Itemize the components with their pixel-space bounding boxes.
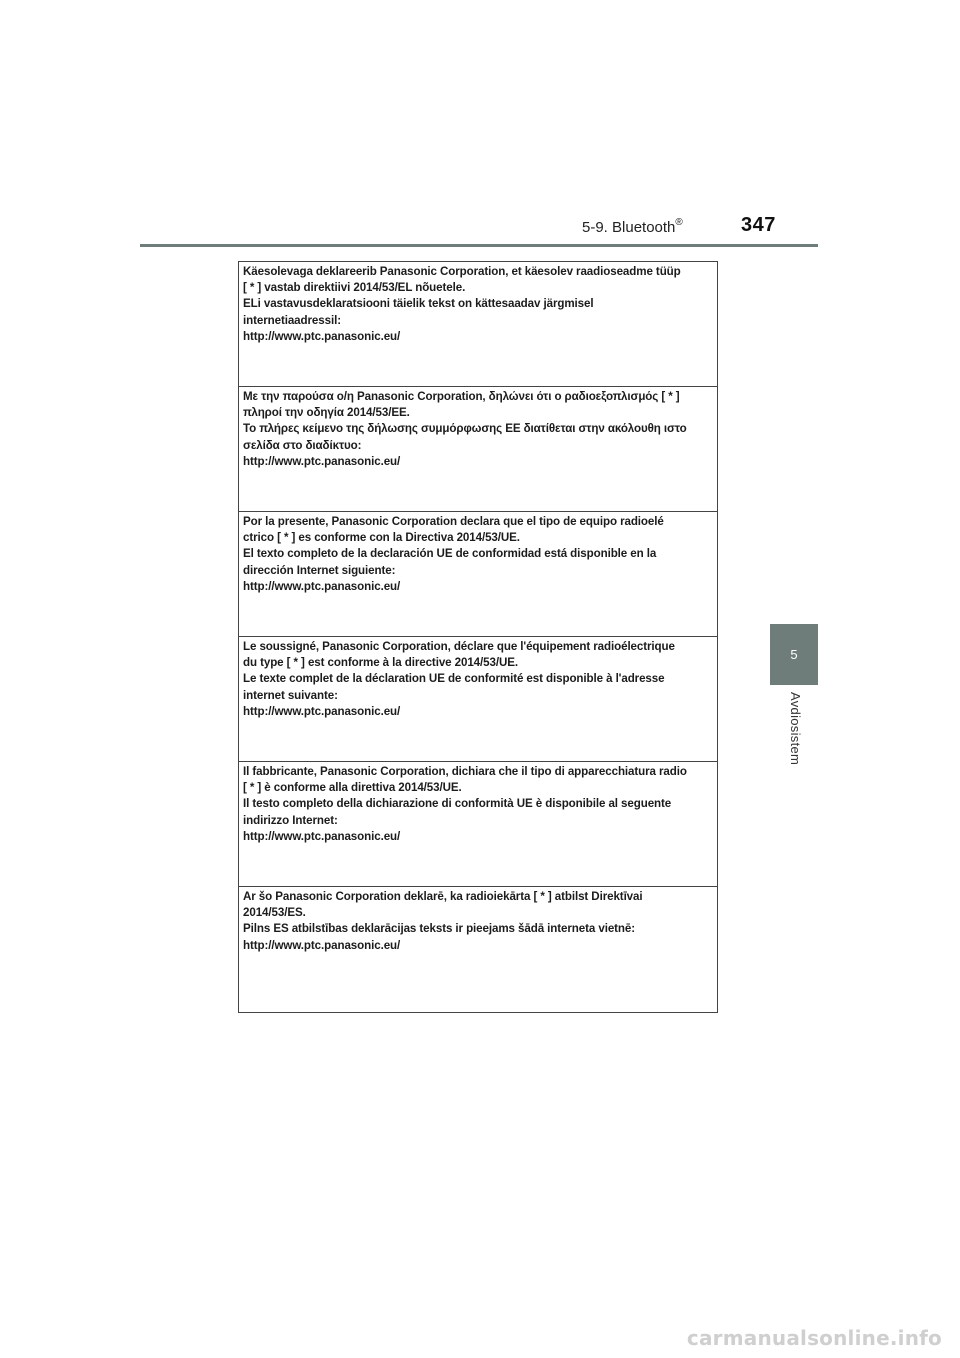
declaration-line: Le texte complet de la déclaration UE de conformité est disponible à l'adresse — [243, 672, 665, 686]
chapter-number: 5 — [790, 647, 798, 662]
declaration-line: http://www.ptc.panasonic.eu/ — [243, 829, 401, 843]
declaration-line: 2014/53/ES. — [243, 906, 306, 920]
declaration-line: [ * ] è conforme alla direttiva 2014/53/UE. — [243, 781, 462, 795]
declaration-line: indirizzo Internet: — [243, 813, 338, 827]
declaration-line: dirección Internet siguiente: — [243, 563, 396, 577]
declaration-line: Käesolevaga deklareerib Panasonic Corporation, et käesolev raadioseadme tüüp — [243, 265, 681, 278]
section-title-text: 5-9. Bluetooth — [582, 219, 676, 236]
declaration-line: Il fabbricante, Panasonic Corporation, dichiara che il tipo di apparecchiatura radio — [243, 765, 687, 778]
declaration-line: internetiaadressil: — [243, 313, 341, 327]
header-divider — [140, 244, 818, 247]
declaration-cell — [239, 762, 717, 887]
declaration-line: ELi vastavusdeklaratsiooni täielik tekst on kättesaadav järgmisel — [243, 297, 594, 311]
declaration-line: Ar šo Panasonic Corporation deklarē, ka radioiekārta [ * ] atbilst Direktīvai — [243, 890, 643, 903]
declaration-line: Το πλήρες κείμενο της δήλωσης συμμόρφωσης ΕΕ διατίθεται στην ακόλουθη ιστο — [243, 422, 687, 436]
declaration-line: Με την παρούσα ο/η Panasonic Corporation, δηλώνει ότι ο ραδιοεξοπλισμός [ * ] — [243, 390, 680, 403]
page-number: 347 — [741, 214, 776, 236]
declaration-line: σελίδα στο διαδίκτυο: — [243, 438, 362, 452]
declaration-line: [ * ] vastab direktiivi 2014/53/EL nõuetele. — [243, 281, 466, 295]
declaration-cell — [239, 887, 717, 1012]
declaration-line: http://www.ptc.panasonic.eu/ — [243, 329, 401, 343]
declaration-line: http://www.ptc.panasonic.eu/ — [243, 938, 401, 952]
declaration-line: http://www.ptc.panasonic.eu/ — [243, 704, 401, 718]
declaration-cell — [239, 637, 717, 762]
declaration-line: internet suivante: — [243, 688, 338, 702]
declaration-line: El texto completo de la declaración UE de conformidad está disponible en la — [243, 547, 657, 561]
registered-mark: ® — [675, 217, 683, 228]
declaration-cell — [239, 512, 717, 637]
declaration-line: Pilns ES atbilstības deklarācijas teksts ir pieejams šādā interneta vietnē: — [243, 922, 636, 936]
chapter-tab — [770, 624, 818, 685]
declaration-line: http://www.ptc.panasonic.eu/ — [243, 579, 401, 593]
chapter-title: Avdiosistem — [788, 692, 803, 766]
declaration-line: πληροί την οδηγία 2014/53/ΕΕ. — [243, 406, 410, 420]
declaration-line: ctrico [ * ] es conforme con la Directiva 2014/53/UE. — [243, 531, 520, 545]
declaration-table — [238, 261, 718, 1013]
declaration-line: Il testo completo della dichiarazione di conformità UE è disponibile al seguente — [243, 797, 672, 811]
declaration-cell — [239, 387, 717, 512]
section-title — [582, 219, 683, 236]
watermark: carmanualsonline.info — [686, 1326, 942, 1350]
declaration-line: Por la presente, Panasonic Corporation declara que el tipo de equipo radioelé — [243, 515, 664, 528]
declaration-line: Le soussigné, Panasonic Corporation, déclare que l'équipement radioélectrique — [243, 640, 675, 653]
declaration-line: http://www.ptc.panasonic.eu/ — [243, 454, 401, 468]
declaration-line: du type [ * ] est conforme à la directive 2014/53/UE. — [243, 656, 518, 670]
declaration-cell — [239, 262, 717, 387]
